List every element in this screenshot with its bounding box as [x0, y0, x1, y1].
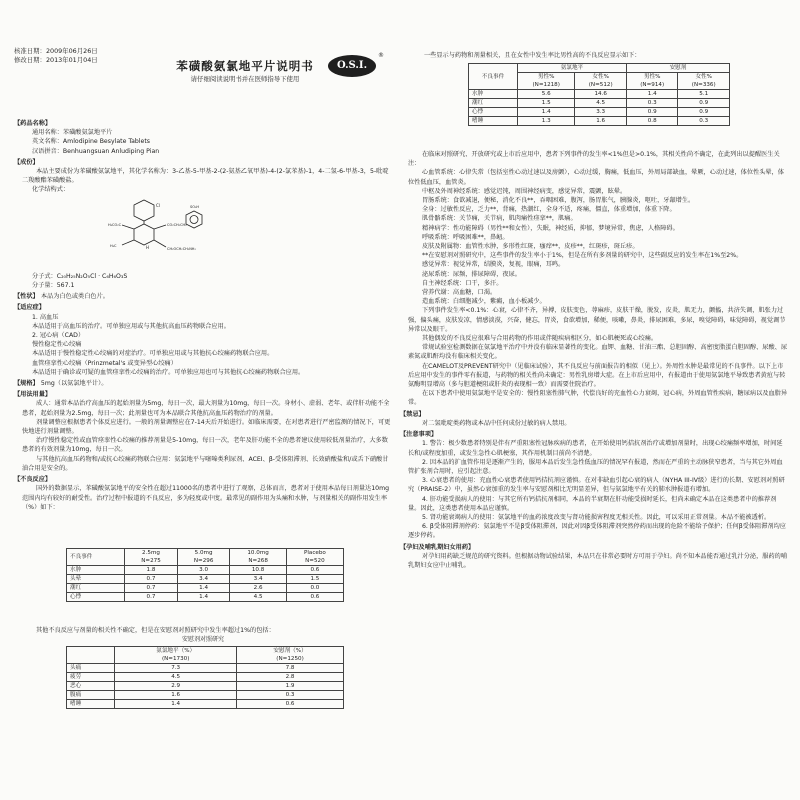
- t3-first-col: 不良事件: [469, 64, 518, 90]
- table2-caption: 安慰剂对照研究: [181, 636, 224, 644]
- indication-2b: 血管痉挛性心绞痛（Prinzmetal's 或变异型心绞痛）: [32, 359, 177, 367]
- t1-cell: 2.6: [230, 584, 286, 593]
- svg-text:CO₂CH₂CH₃: CO₂CH₂CH₃: [167, 222, 187, 227]
- t1-cell: 水肿: [67, 566, 125, 575]
- t2-cell: 7.8: [237, 664, 344, 673]
- t3-cell: 5.1: [678, 90, 730, 99]
- caution-2: 2. 因本品的扩血管作用是逐渐产生的，服用本品后发生急性低血压的情况罕有报道，然而在严重的主动脉狭窄患者，当与其它外周血管扩张剂合用时，应引起注意。: [408, 458, 783, 475]
- t3-cell: 0.8: [626, 117, 678, 126]
- t1-cell: 1.5: [286, 575, 343, 584]
- t2-cell: 0.3: [237, 691, 344, 700]
- t3-subheader-cell: 女性% (N=336): [678, 73, 730, 90]
- t3-cell: 4.5: [575, 99, 627, 108]
- document-subtitle: 请仔细阅读说明书并在医师指导下使用: [190, 75, 300, 83]
- dosage-paragraph-4: 与其他抗高血压药物和/或抗心绞痛药物联合应用：氨氯地平与噻嗪类利尿剂、ACEI、β-受体阻滞剂、长效硝酸盐和/或舌下硝酸甘油合用是安全的。: [22, 455, 389, 472]
- indication-2: 2. 冠心病（CAD）: [32, 332, 85, 340]
- right-p13: 自主神经系统：口干，多汗。: [422, 279, 503, 287]
- dosage-paragraph-3: 治疗慢性稳定性或血管痉挛性心绞痛的推荐剂量是5-10mg，每日一次，老年及肝功能不全的患者建议使用较低剂量治疗，大多数患者的有效剂量为10mg，每日一次。: [22, 437, 388, 454]
- table3-intro: [400, 51, 788, 60]
- left-column: [14, 117, 392, 512]
- t1-cell: 潮红: [67, 584, 125, 593]
- t1-cell: 1.4: [177, 593, 230, 602]
- t1-cell: 1.8: [125, 566, 178, 575]
- generic-name: 通用名称：苯磺酸氨氯地平片: [32, 129, 113, 137]
- t3-cell: 0.3: [678, 117, 730, 126]
- t1-cell: 0.0: [286, 584, 343, 593]
- table-row: [67, 575, 344, 584]
- table-row: [67, 691, 344, 700]
- t2-cell: 1.6: [115, 691, 237, 700]
- chemical-structure-diagram: [104, 197, 214, 267]
- indication-2a: 慢性稳定性心绞痛: [32, 341, 82, 349]
- t3-cell: 1.3: [517, 117, 574, 126]
- section-drug-name: 【药品名称】: [14, 120, 52, 127]
- table3-intro-text: 一些显示与药物和剂量相关，且在女性中发生率比男性高的不良反应显示如下：: [424, 52, 641, 59]
- right-p5: 全身：过敏性反应，乏力**，背痛，热潮红，全身不适，疼痛，僵直，体重增加，体重下降。: [422, 206, 676, 214]
- t2-header-cell: [67, 647, 115, 664]
- t2-cell: 0.6: [237, 700, 344, 709]
- t1-cell: 心悸: [67, 593, 125, 602]
- t3-cell: 14.6: [575, 90, 627, 99]
- t2-cell: 4.5: [115, 673, 237, 682]
- character-heading: 【性状】: [14, 293, 39, 301]
- t2-cell: 7.3: [115, 664, 237, 673]
- t2-cell: 头痛: [67, 664, 115, 673]
- right-p14: 营养代谢：高血糖，口渴。: [422, 289, 497, 297]
- t1-cell: 10.8: [230, 566, 286, 575]
- t2-cell: 2.9: [115, 682, 237, 691]
- right-p9: 皮肤及附属物：血管性水肿，多形性红斑，瘙痒**，皮疹**，红斑疹，斑丘疹。: [422, 243, 639, 251]
- section-ingredients: 【成份】: [14, 158, 39, 166]
- t2-header-cell: 安慰剂（%） (N=1250): [237, 647, 344, 664]
- t3-subheader-cell: 男性% (N=1218): [517, 73, 574, 90]
- svg-text:CH₂OCH₂CH₂NH₂: CH₂OCH₂CH₂NH₂: [167, 246, 196, 251]
- t2-cell: 1.4: [115, 700, 237, 709]
- t3-cell: 水肿: [469, 90, 518, 99]
- section-character: [14, 292, 392, 301]
- t3-cell: 1.6: [575, 117, 627, 126]
- registered-mark: ®: [378, 52, 384, 59]
- osi-logo: O.S.I.: [328, 55, 376, 77]
- table-row: [67, 584, 344, 593]
- t3-cell: 嗜睡: [469, 117, 518, 126]
- molecular-weight: 分子量：567.1: [32, 282, 75, 290]
- t1-cell: 3.4: [230, 575, 286, 584]
- right-p10: **在安慰剂对照研究中，这些事件的发生率小于1%，但是在所有多剂量的研究中，这些副反应的发生率在1%至2%。: [422, 252, 743, 260]
- right-p11: 感觉异常：视觉异常，结膜炎，复视，眼痛，耳鸣。: [422, 261, 565, 269]
- character-text: 本品为白色或类白色片。: [40, 293, 109, 301]
- table-row: [469, 99, 730, 108]
- t3-subheader-cell: 女性% (N=512): [575, 73, 627, 90]
- dosage-paragraph-1: 成人：通常本品治疗高血压的起始剂量为5mg，每日一次，最大剂量为10mg，每日一次。身材小、虚弱、老年、或伴肝功能不全患者，起始剂量为2.5mg，每日一次；此剂量也可为本品联合其他抗高血压药物治疗的剂量。: [22, 400, 390, 417]
- t1-cell: 0.6: [286, 566, 343, 575]
- t1-header-cell: Placebo N=520: [286, 549, 343, 566]
- t2-header-cell: 氨氯地平（%） (N=1730): [115, 647, 237, 664]
- t3-cell: 心悸: [469, 108, 518, 117]
- t3-subheader-cell: 男性% (N=914): [626, 73, 678, 90]
- right-column: [400, 150, 788, 570]
- section-cautions: 【注意事项】: [400, 431, 438, 439]
- right-p2: 心血管系统：心律失常（包括室性心动过速以及房颤），心动过缓，胸痛，低血压，外周局部缺血，晕厥，心动过速，体位性头晕，体位性低血压，血管炎。: [408, 169, 784, 186]
- t3-group-b: 安慰剂: [626, 64, 729, 73]
- table-row: [67, 566, 344, 575]
- section-spec: [14, 379, 392, 388]
- caution-4: 4. 肝功能受损病人的使用：与其它所有钙拮抗剂相同，本品的半衰期在肝功能受损时延长，但尚未确定本品在这类患者中的推荐剂量。因此，这类患者使用本品应谨慎。: [408, 495, 777, 512]
- right-p16: 下列事件发生率<0.1%：心衰，心律不齐，异搏，皮肤变色，荨麻疹，皮肤干燥，脱发，皮炎，肌无力，颤搐，共济失调，肌张力过强，偏头痛，皮肤发凉，情感淡漠，兴奋，健忘，胃炎，食欲增加，稀便，咳嗽，鼻炎，排尿困难，多尿，嗅觉障碍，味觉障碍，视觉调节异常以及眼干。: [408, 307, 786, 333]
- right-p18: 常规试验室检测数据在氨氯地平治疗中并没有临床显著性的变化。血钾、血糖、甘油三酯、总胆固醇、高密度脂蛋白胆固醇、尿酸、尿素氮或肌酐均没有临床相关变化。: [408, 344, 788, 361]
- right-p12: 泌尿系统：尿频，排尿障碍，夜尿。: [422, 270, 521, 278]
- t1-header-cell: 不良事件: [67, 549, 125, 566]
- pregnancy-text: 对孕妇用药缺乏规范的研究资料。但根据动物试验结果，本品只在非常必要时方可用于孕妇。尚不知本品能否通过乳汁分泌，服药的哺乳期妇女应中止哺乳。: [408, 552, 788, 569]
- indication-1-text: 本品适用于高血压的治疗。可单独应用或与其他抗高血压药物联合应用。: [32, 322, 230, 330]
- table-row: [469, 108, 730, 117]
- t1-cell: 0.7: [125, 575, 178, 584]
- svg-text:H₃CO₂C: H₃CO₂C: [108, 222, 122, 227]
- t1-cell: 3.0: [177, 566, 230, 575]
- t3-cell: 0.9: [626, 108, 678, 117]
- svg-text:H₃C: H₃C: [110, 243, 117, 248]
- header-dates: [14, 47, 98, 65]
- caution-3: 3. 心衰患者的使用：充血性心衰患者使用钙拮抗剂应谨慎。在对非缺血引起心衰的病人（NYHA III-IV级）进行的长期、安慰剂对照研究（PRAISE-2）中，虽然心衰加重的发生率与安慰剂相比无明显差异，但与氨氯地平有关的肺水肿报道有增加。: [408, 477, 785, 494]
- table-row: [469, 90, 730, 99]
- t1-header-cell: 5.0mg N=296: [177, 549, 230, 566]
- table-row: [67, 700, 344, 709]
- t1-cell: 4.5: [230, 593, 286, 602]
- t3-cell: 0.9: [678, 99, 730, 108]
- ingredients-text: 本品主要成份为苯磺酸氨氯地平，其化学名称为：3-乙基-5-甲基-2-(2-氨基乙氧甲基)-4-(2-氯苯基)-1，4-二氢-6-甲基-3，5-吡啶二羧酸酯苯磺酸盐。: [22, 168, 389, 185]
- right-p17: 其他偶发的不良反应很难与合用药物的作用或伴随疾病相区分，如心肌梗死或心绞痛。: [422, 335, 658, 343]
- right-p6: 肌骨骼系统：关节痛，关节病，肌肉痛性痉挛**，肌痛。: [422, 215, 577, 223]
- t3-cell: 1.4: [517, 108, 574, 117]
- t3-cell: 1.4: [626, 90, 678, 99]
- t2-cell: 恶心: [67, 682, 115, 691]
- right-p7: 精神病学：性功能障碍（男性**和女性），失眠，神经质，抑郁，梦境异常，焦虑，人格障碍。: [422, 224, 679, 232]
- section-contraindications: 【禁忌】: [400, 410, 425, 418]
- t3-cell: 潮红: [469, 99, 518, 108]
- molecular-formula: 分子式：C₂₀H₂₅N₂O₅Cl · C₆H₆O₃S: [32, 272, 128, 280]
- section-adverse: 【不良反应】: [14, 476, 52, 484]
- english-name: 英文名称：Amlodipine Besylate Tablets: [32, 138, 150, 146]
- t1-header-cell: 10.0mg N=268: [230, 549, 286, 566]
- right-p8: 呼吸系统：呼吸困难**，鼻衄。: [422, 233, 509, 241]
- section-pregnancy: 【孕妇及哺乳期妇女用药】: [400, 543, 475, 551]
- t1-cell: 3.4: [177, 575, 230, 584]
- t3-group-a: 氨氯地平: [517, 64, 626, 73]
- svg-text:Cl: Cl: [156, 202, 160, 208]
- indication-2a-text: 本品适用于慢性稳定性心绞痛的对症治疗。可单独应用或与其他抗心绞痛药物联合应用。: [32, 350, 274, 358]
- svg-text:H: H: [146, 244, 150, 250]
- spec-heading: 【规格】: [14, 380, 39, 388]
- caution-6: 6. β受体阻滞剂停药：氨氯地平不是β受体阻滞剂，因此对因β受体阻滞剂突然停药而出现的危险不能给予保护；任何β受体阻滞剂均应逐步停药。: [408, 523, 786, 540]
- t3-cell: 5.6: [517, 90, 574, 99]
- t1-cell: 头晕: [67, 575, 125, 584]
- table-row: [469, 117, 730, 126]
- t2-cell: 疲劳: [67, 673, 115, 682]
- right-p15: 造血系统：白细胞减少，紫癜，血小板减少。: [422, 298, 546, 306]
- right-p19: 在CAMELOT及PREVENT研究中（见临床试验），其不良反应与前面报告的相似（见上）。外周性水肿是最常见的不良事件。以下上市后应用中发生的事件零有报道，与药物的相关性尚未确定：男性乳房增大症。在上市后应用中，有报道由于使用氨氯地平导致患者黄疸与转氨酶明显增高（多与胆道梗阻或肝炎的表现相一致）而需要住院治疗。: [408, 362, 786, 389]
- dosage-paragraph-2: 剂量调整应根据患者个体反应进行。一般的剂量调整应在7-14天后开始进行。如临床需要，在对患者进行严密监测的情况下，可更快地进行剂量调整。: [22, 418, 391, 436]
- right-p1: 在临床对照研究、开放研究或上市后应用中，患者下列事件的发生率<1%但是>0.1%，其相关性尚不确定，在此列出以提醒医生关注：: [408, 151, 780, 168]
- right-p20: 在以下患者中使用氨氯地平是安全的：慢性阻塞性肺气肿，代偿良好的充血性心力衰竭，冠心病，外周血管性疾病，糖尿病以及血脂异常。: [408, 390, 788, 407]
- table-row: [67, 664, 344, 673]
- t2-cell: 2.8: [237, 673, 344, 682]
- caution-1: 1. 警告：极少数患者特别是伴有严重阻塞性冠脉疾病的患者，在开始使用钙拮抗剂治疗或增加剂量时，出现心绞痛频率增加，时间延长和/或程度加重，或发生急性心肌梗塞，其作用机制目前尚不清楚。: [408, 440, 783, 457]
- after-table1-text: 其他不良反应与剂量的相关性不确定，但是在安慰剂对照研究中发生率超过1%的包括：: [36, 627, 275, 634]
- t2-cell: 1.9: [237, 682, 344, 691]
- indication-1: 1. 高血压: [32, 313, 59, 321]
- t2-cell: 腹痛: [67, 691, 115, 700]
- contraindication-text: 对二氢吡啶类药物或本品中任何成份过敏的病人禁用。: [422, 419, 571, 427]
- caution-5: 5. 肾功能衰竭病人的使用：氨氯地平的血药浓度改变与肾功能损害程度无相关性。因此，可以采用正常剂量。本品不能被透析。: [422, 513, 771, 521]
- t3-cell: 0.9: [678, 108, 730, 117]
- adverse-paragraph-1: 国外的数据显示，苯磺酸氨氯地平的安全性在超过11000名的患者中进行了观察，总体而言，患者对于使用本品每日剂量达10mg范围内均有较好的耐受性。治疗过程中报道的不良反应，多为轻度或中度。最常见的副作用为头痛和水肿，与剂量相关的副作用发生率（%）如下：: [22, 485, 390, 511]
- spec-text: 5mg（以氨氯地平计）。: [40, 380, 108, 388]
- svg-text:SO₃H: SO₃H: [190, 204, 200, 209]
- section-indications: 【适应症】: [14, 304, 45, 312]
- right-p3: 中枢及外周神经系统：感觉迟钝，周围神经病变，感觉异常，震颤，眩晕。: [422, 187, 627, 195]
- pinyin-name: 汉语拼音：Benhuangsuan Anludiping Pian: [32, 147, 160, 155]
- t1-cell: 0.7: [125, 593, 178, 602]
- t1-header-cell: 2.5mg N=275: [125, 549, 178, 566]
- structure-label: 化学结构式：: [32, 186, 70, 194]
- t3-cell: 0.3: [626, 99, 678, 108]
- table-row: [67, 682, 344, 691]
- t1-cell: 0.6: [286, 593, 343, 602]
- left-column-bottom: [14, 626, 392, 644]
- t3-cell: 1.5: [517, 99, 574, 108]
- t1-cell: 0.7: [125, 584, 178, 593]
- t2-cell: 嗜睡: [67, 700, 115, 709]
- dose-adverse-table: [66, 548, 344, 602]
- gender-adverse-table: [468, 63, 730, 126]
- right-p4: 胃肠系统：食欲减退，便秘，消化不良**，吞咽困难，腹泻，肠胃胀气，胰腺炎，呕吐，牙龈增生。: [422, 197, 695, 205]
- approval-date: 核准日期：2009年06月26日: [14, 47, 98, 55]
- table-row: [67, 673, 344, 682]
- t3-cell: 3.3: [575, 108, 627, 117]
- document-title: 苯磺酸氨氯地平片说明书: [176, 59, 314, 73]
- t1-cell: 1.4: [177, 584, 230, 593]
- section-dosage: 【用法用量】: [14, 391, 52, 399]
- table-row: [67, 593, 344, 602]
- revision-date: 修改日期：2013年01月04日: [14, 56, 98, 64]
- placebo-controlled-table: [66, 646, 344, 709]
- indication-2b-text: 本品适用于确诊或可疑的血管痉挛性心绞痛的治疗。可单独应用也可与其他抗心绞痛药物联合应用。: [32, 368, 305, 376]
